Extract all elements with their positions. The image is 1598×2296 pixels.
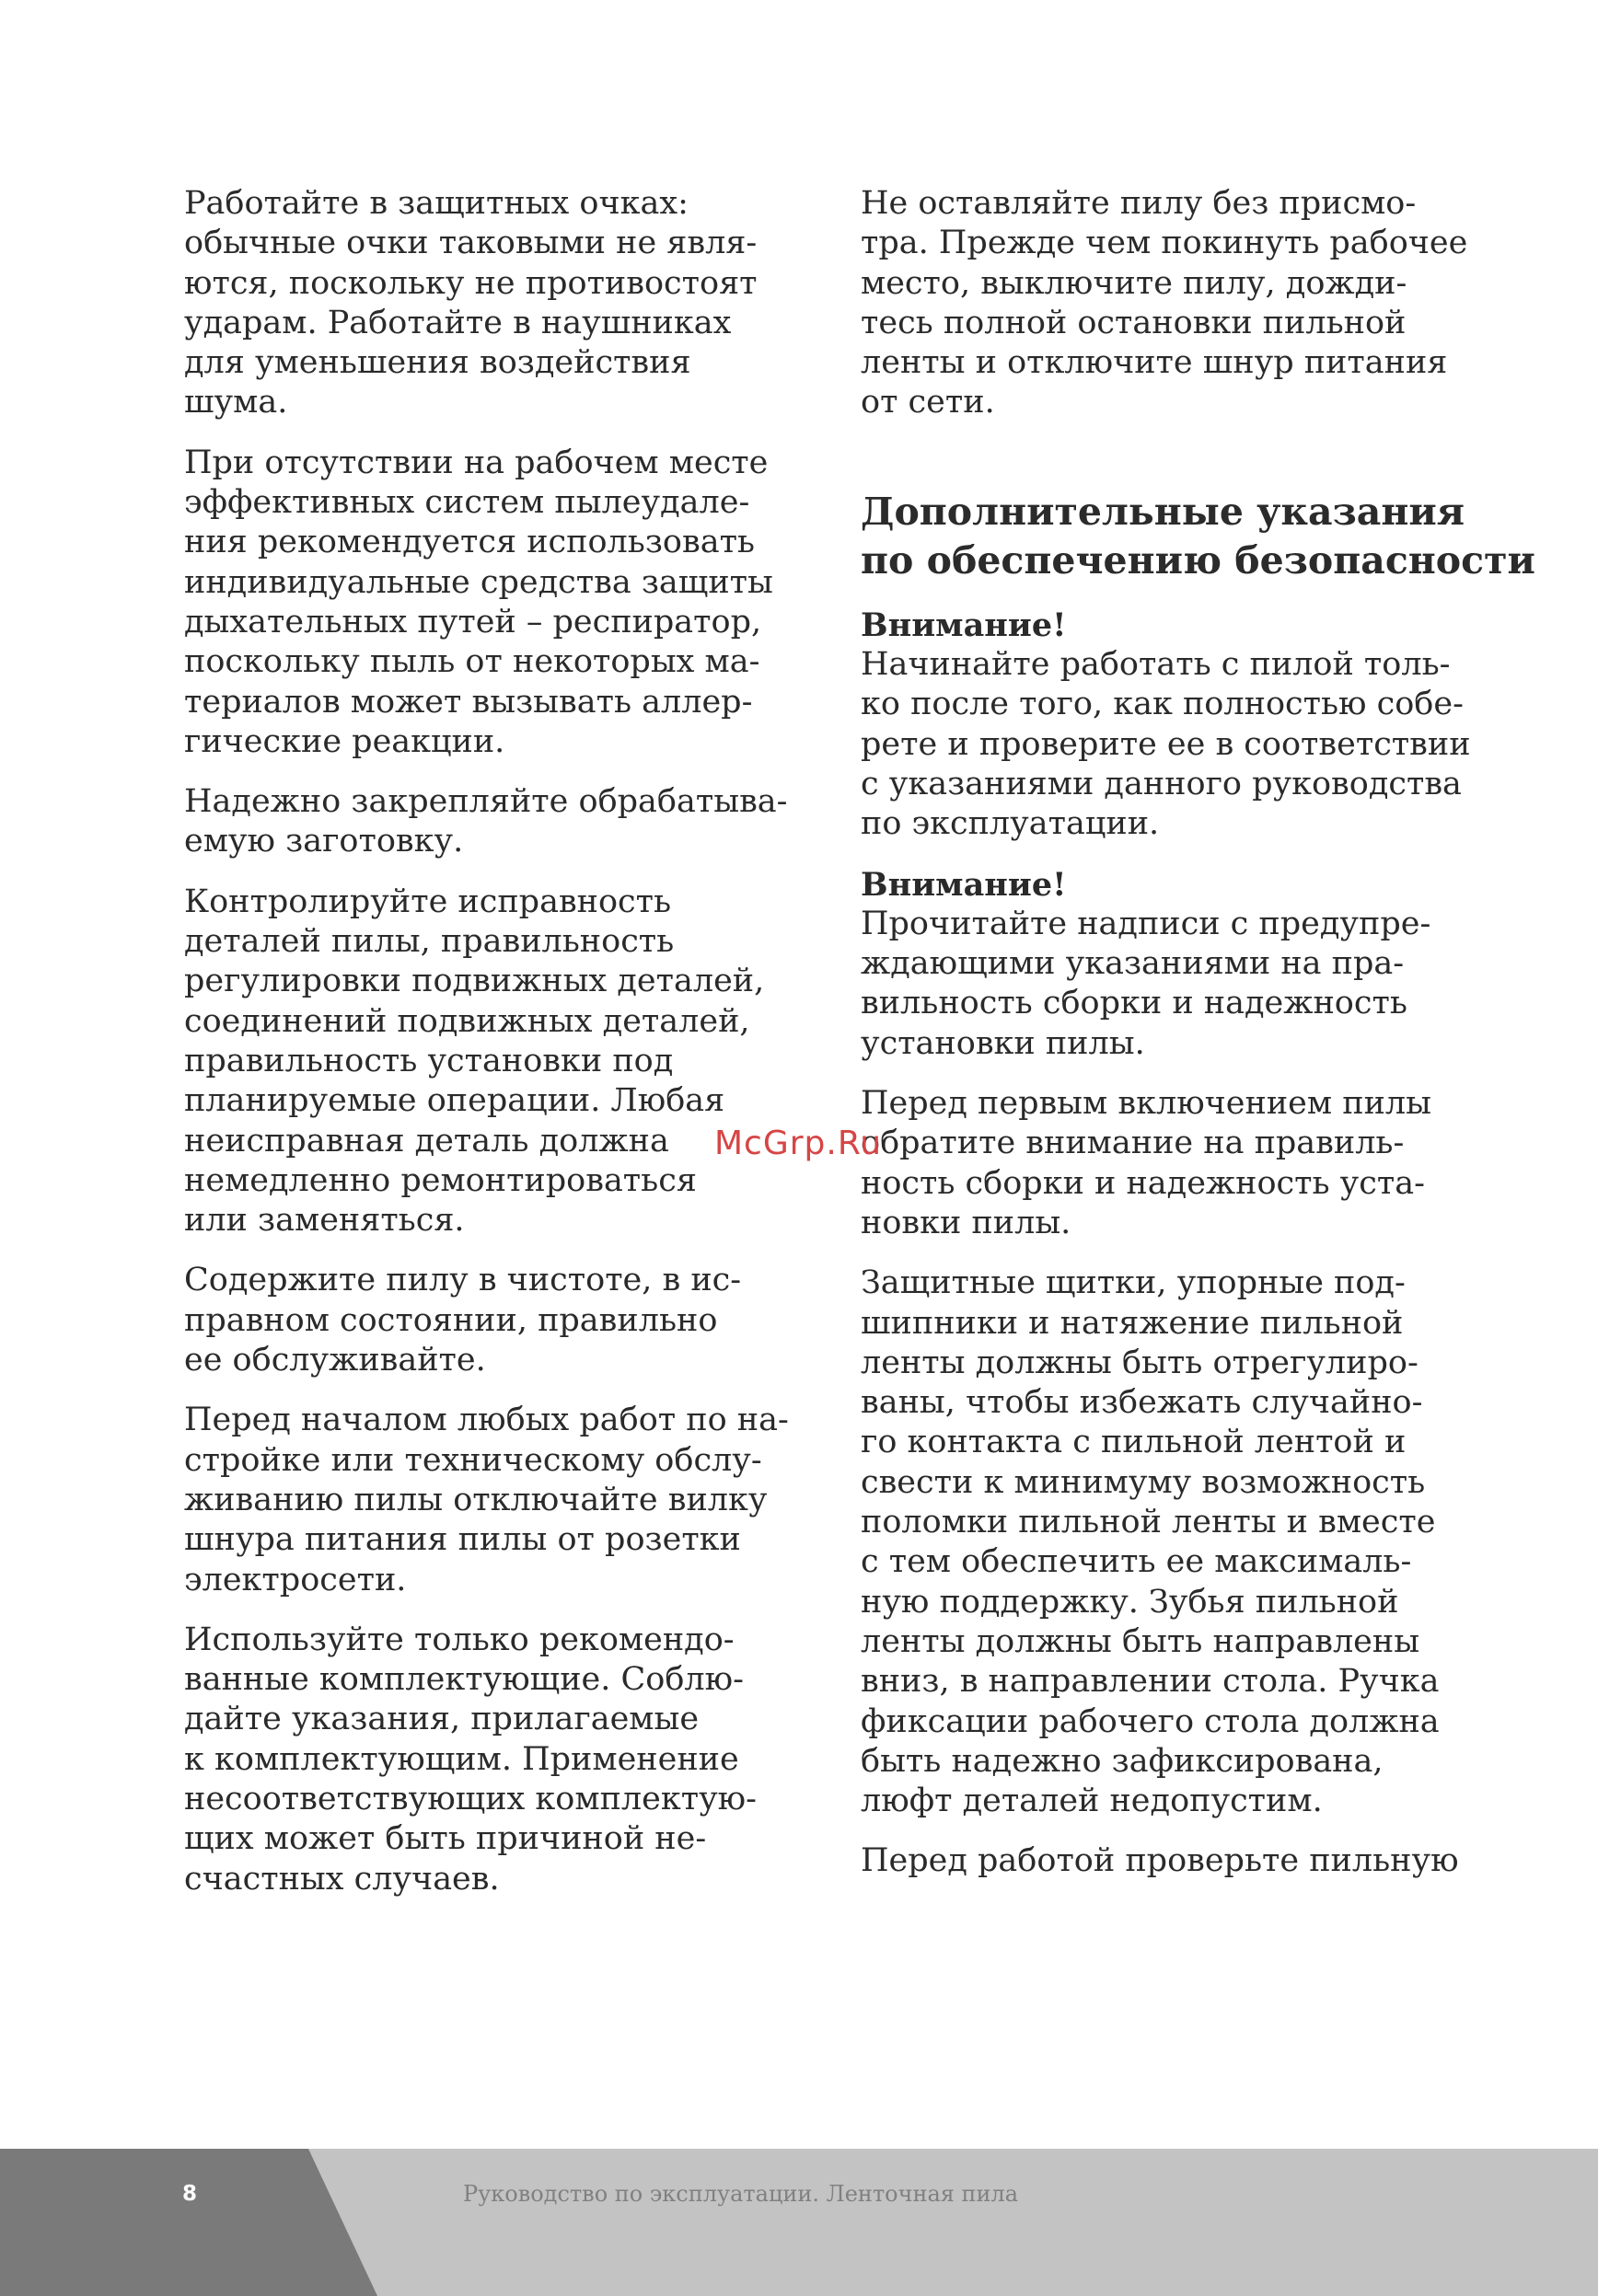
paragraph-unattended — [861, 184, 1487, 423]
text-line: электросети. — [184, 1561, 407, 1598]
text-line: новки пилы. — [861, 1204, 1071, 1241]
text-line: счастных случаев. — [184, 1860, 500, 1898]
text-line: ленты должны быть отрегулиро- — [861, 1344, 1419, 1381]
watermark: McGrp.Ru — [714, 1125, 883, 1162]
text-line: от сети. — [861, 384, 995, 421]
text-line: вильность сборки и надежность — [861, 985, 1407, 1022]
text-line: ния рекомендуется использовать — [184, 524, 755, 561]
text-line: емую заготовку. — [184, 823, 464, 860]
text-line: немедленно ремонтироваться — [184, 1161, 697, 1199]
page-number: 8 — [182, 2182, 198, 2206]
text-line: люфт деталей недопустим. — [861, 1783, 1323, 1820]
text-line: шипники и натяжение пильной — [861, 1304, 1404, 1342]
text-line: Защитные щитки, упорные под- — [861, 1264, 1406, 1302]
paragraph-unplug — [184, 1401, 810, 1599]
text-line: Контролируйте исправность — [184, 883, 672, 920]
text-line: обратите внимание на правиль- — [861, 1125, 1405, 1162]
text-line: ко после того, как полностью собе- — [861, 686, 1464, 723]
text-line: ее обслуживайте. — [184, 1342, 486, 1379]
text-line: Надежно закрепляйте обрабатыва- — [184, 783, 788, 821]
footer-bar — [0, 2149, 1598, 2296]
text-line: эффективных систем пылеудале- — [184, 484, 750, 522]
text-line: к комплектующим. Применение — [184, 1740, 739, 1778]
footer-title: Руководство по эксплуатации. Ленточная пила — [463, 2181, 1019, 2207]
text-line: ленты должны быть направлены — [861, 1622, 1420, 1660]
section-heading — [861, 488, 1535, 585]
text-line: рете и проверите ее в соответствии — [861, 725, 1471, 763]
paragraph-accessories — [184, 1621, 810, 1899]
text-line: Используйте только рекомендо- — [184, 1621, 735, 1658]
text-line: неисправная деталь должна — [184, 1122, 669, 1160]
text-line: стройке или техническому обслу- — [184, 1441, 762, 1479]
text-line: териалов может вызывать аллер- — [184, 683, 753, 721]
heading-line: по обеспечению безопасности — [861, 537, 1535, 583]
text-line: Не оставляйте пилу без присмо- — [861, 185, 1417, 222]
text-line: ность сборки и надежность уста- — [861, 1164, 1425, 1202]
text-line: несоответствующих комплектую- — [184, 1780, 757, 1817]
text-line: по эксплуатации. — [861, 805, 1160, 843]
text-line: шума. — [184, 384, 288, 421]
text-line: При отсутствии на рабочем месте — [184, 444, 769, 481]
text-line: место, выключите пилу, дожди- — [861, 264, 1407, 302]
text-line: вниз, в направлении стола. Ручка — [861, 1663, 1440, 1701]
text-line: планируемые операции. Любая — [184, 1082, 725, 1120]
text-line: гические реакции. — [184, 722, 505, 760]
text-line: шнура питания пилы от розетки — [184, 1521, 741, 1559]
text-line: поломки пильной ленты и вместе — [861, 1504, 1436, 1541]
paragraph-goggles — [184, 184, 810, 423]
text-line: с тем обеспечить ее максималь- — [861, 1543, 1412, 1581]
text-line: ванные комплектующие. Соблю- — [184, 1661, 744, 1699]
text-line: или заменяться. — [184, 1202, 465, 1240]
text-line: Перед первым включением пилы — [861, 1085, 1431, 1123]
footer-dark-band — [0, 2149, 377, 2296]
text-line: тра. Прежде чем покинуть рабочее — [861, 225, 1468, 262]
text-line: свести к минимуму возможность — [861, 1463, 1426, 1501]
paragraph-respirator — [184, 444, 810, 762]
text-line: деталей пилы, правильность — [184, 923, 675, 961]
paragraph-cleanliness — [184, 1261, 810, 1380]
paragraph-first-start — [861, 1084, 1487, 1243]
text-line: ударам. Работайте в наушниках — [184, 304, 732, 341]
text-line: быть надежно зафиксирована, — [861, 1742, 1384, 1780]
text-line: поскольку пыль от некоторых ма- — [184, 643, 760, 681]
text-line: правильность установки под — [184, 1042, 674, 1079]
text-line: Работайте в защитных очках: — [184, 185, 689, 222]
paragraph-check-parts — [184, 883, 810, 1241]
text-line: фиксации рабочего стола должна — [861, 1702, 1440, 1740]
text-line: Прочитайте надписи с предупре- — [861, 905, 1431, 942]
heading-line: Дополнительные указания — [861, 489, 1465, 534]
warning-assembly — [861, 606, 1487, 845]
text-line: ную поддержку. Зубья пильной — [861, 1583, 1399, 1621]
text-line: щих может быть причиной не- — [184, 1820, 707, 1858]
text-line: дайте указания, прилагаемые — [184, 1701, 700, 1738]
text-line: го контакта с пильной лентой и — [861, 1424, 1407, 1461]
text-line: ваны, чтобы избежать случайно- — [861, 1384, 1423, 1422]
warning-label: Внимание! — [861, 865, 1067, 904]
warning-label: Внимание! — [861, 606, 1067, 644]
text-line: ждающими указаниями на пра- — [861, 945, 1405, 983]
text-line: для уменьшения воздействия — [184, 344, 691, 382]
text-line: живанию пилы отключайте вилку — [184, 1481, 768, 1518]
text-line: с указаниями данного руководства — [861, 765, 1462, 802]
left-column — [184, 184, 810, 1920]
text-line: индивидуальные средства защиты — [184, 563, 773, 601]
text-line: обычные очки таковыми не явля- — [184, 225, 758, 262]
text-line: дыхательных путей – респиратор, — [184, 603, 762, 640]
paragraph-guards — [861, 1263, 1487, 1821]
text-line: Перед работой проверьте пильную — [861, 1842, 1459, 1880]
warning-labels — [861, 865, 1487, 1064]
text-line: регулировки подвижных деталей, — [184, 963, 765, 1000]
text-line: Перед началом любых работ по на- — [184, 1402, 789, 1439]
text-line: соединений подвижных деталей, — [184, 1002, 750, 1040]
text-line: установки пилы. — [861, 1024, 1145, 1062]
text-line: правном состоянии, правильно — [184, 1301, 718, 1339]
paragraph-workpiece — [184, 782, 810, 862]
paragraph-check-blade — [861, 1841, 1487, 1881]
text-line: ются, поскольку не противостоят — [184, 264, 758, 302]
text-line: Содержите пилу в чистоте, в ис- — [184, 1262, 742, 1299]
text-line: ленты и отключите шнур питания — [861, 344, 1448, 382]
text-line: Начинайте работать с пилой толь- — [861, 646, 1451, 684]
right-column — [861, 184, 1535, 1902]
text-line: тесь полной остановки пильной — [861, 304, 1407, 341]
